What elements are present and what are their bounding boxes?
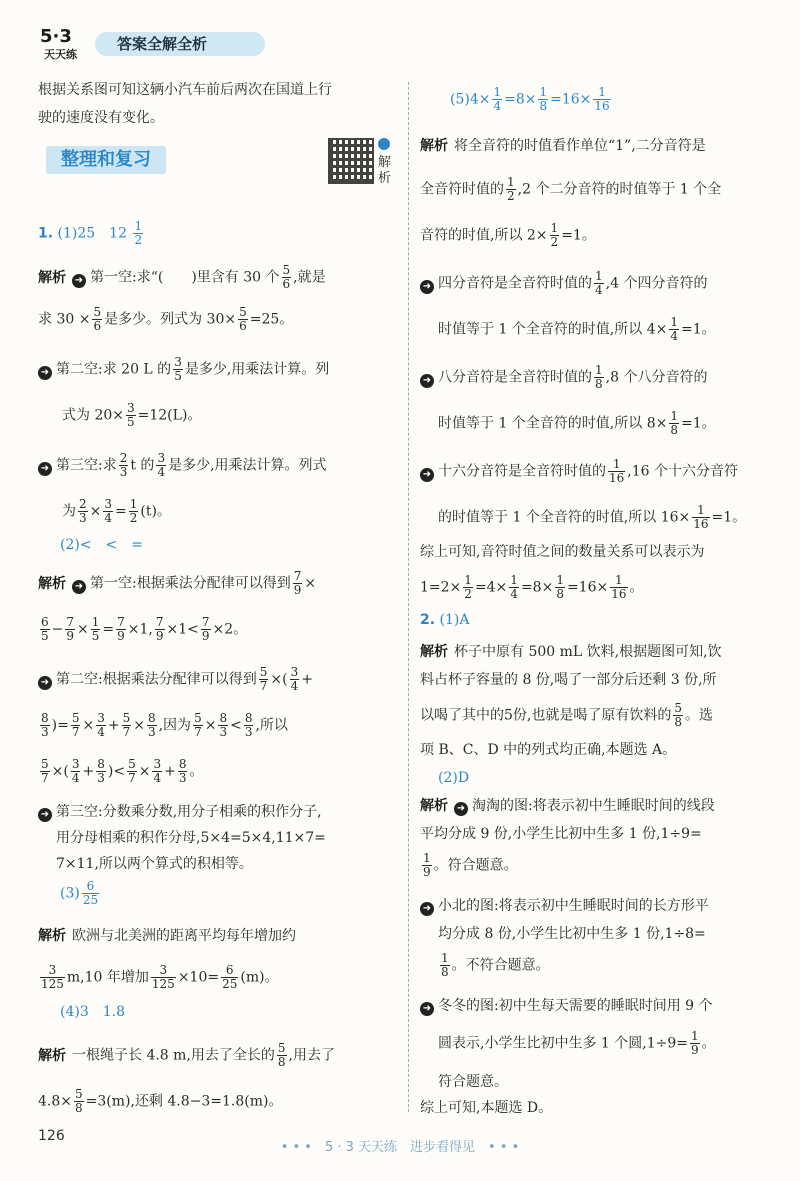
- text-line: 7×11,所以两个算式的积相等。: [56, 856, 253, 872]
- column-divider: [408, 82, 409, 1112]
- text-line: 八分音符是全音符时值的: [438, 369, 592, 386]
- qr-code-icon[interactable]: [328, 138, 374, 184]
- analysis-label: 解析: [420, 644, 448, 660]
- text-line: m,10 年增加: [66, 969, 149, 986]
- arrow-icon: ➜: [420, 1002, 434, 1016]
- arrow-icon: ➜: [38, 808, 52, 822]
- text-line: 。不符合题意。: [451, 957, 550, 974]
- text-line: 将全音符的时值看作单位“1”,二分音符是: [454, 138, 706, 154]
- text-line: 小北的图:将表示初中生睡眠时间的长方形平: [438, 898, 709, 914]
- text-line: 第二空:求 20 L 的: [56, 361, 172, 378]
- text-line: 4.8×: [38, 1093, 72, 1110]
- text-line: 用分母相乘的积作分母,5×4=5×4,11×7=: [56, 830, 326, 846]
- text-line: 式为 20×: [62, 407, 124, 424]
- logo-subtext: 天天练: [44, 48, 77, 61]
- arrow-icon: ➜: [38, 462, 52, 476]
- text-line: ,因为: [158, 717, 192, 734]
- brand-logo: [40, 28, 92, 62]
- answer: (1)25 12: [57, 225, 127, 242]
- arrow-icon: ➜: [38, 676, 52, 690]
- text-line: 综上可知,音符时值之间的数量关系可以表示为: [420, 544, 705, 560]
- question-number: 2.: [420, 612, 436, 628]
- arrow-icon: ➜: [72, 580, 86, 594]
- text-line: 冬冬的图:初中生每天需要的睡眠时间用 9 个: [438, 998, 713, 1014]
- text-line: 项 B、C、D 中的列式均正确,本题选 A。: [420, 742, 677, 758]
- analysis-label: 解析: [38, 269, 66, 286]
- answer: (2)< < =: [60, 537, 144, 553]
- text-line: 淘淘的图:将表示初中生睡眠时间的线段: [472, 798, 715, 814]
- text-line: 时值等于 1 个全音符的时值,所以 4×: [438, 321, 668, 338]
- answer: (2)D: [438, 770, 470, 786]
- text-line: ×1,: [127, 621, 153, 638]
- arrow-icon: ➜: [420, 468, 434, 482]
- text-line: 时值等于 1 个全音符的时值,所以 8×: [438, 415, 668, 432]
- text-line: 第一空:根据乘法分配律可以得到: [90, 575, 291, 592]
- page-footer: • • • 5 · 3 天天练 进步看得见 • • •: [280, 1140, 520, 1155]
- section-title: 整理和复习: [46, 146, 166, 174]
- text-line: 综上可知,本题选 D。: [420, 1100, 553, 1116]
- answer: (1)A: [439, 612, 470, 628]
- text-line: 驶的速度没有变化。: [38, 110, 164, 126]
- answer: (4)3 1.8: [60, 1004, 126, 1020]
- fraction: $\frac{1}{2}$: [134, 219, 143, 247]
- analysis-label: 解析: [38, 575, 66, 592]
- text-line: 的时值等于 1 个全音符的时值,所以 16×: [438, 509, 691, 526]
- text-line: 十六分音符是全音符时值的: [438, 463, 606, 480]
- answer: (5)4×: [450, 91, 491, 108]
- analysis-label: 解析: [38, 928, 66, 944]
- analysis-label: 解析: [420, 138, 448, 154]
- text-line: 符合题意。: [438, 1074, 508, 1090]
- text-line: 平均分成 9 份,小学生比初中生多 1 份,1÷9=: [420, 826, 702, 842]
- question-number: 1.: [38, 225, 54, 242]
- arrow-icon: ➜: [420, 280, 434, 294]
- arrow-icon: ➜: [454, 802, 468, 816]
- text-line: 第三空:分数乘分数,用分子相乘的积作分子,: [56, 804, 322, 820]
- text-line: 欧洲与北美洲的距离平均每年增加约: [72, 928, 296, 944]
- text-line: 求 30 ×: [38, 311, 91, 328]
- text-line: 为: [62, 503, 76, 520]
- qr-label: 解析: [378, 138, 396, 187]
- text-line: 第三空:求: [56, 457, 117, 474]
- text-line: 音符的时值,所以 2×: [420, 227, 548, 244]
- text-line: 根据关系图可知这辆小汽车前后两次在国道上行: [38, 82, 332, 98]
- analysis-label: 解析: [420, 798, 448, 814]
- text-line: 圆表示,小学生比初中生多 1 个圆,1÷9=: [438, 1035, 688, 1052]
- logo-text: 5·3: [40, 26, 72, 47]
- page-number: 126: [38, 1128, 65, 1144]
- text-line: 杯子中原有 500 mL 饮料,根据题图可知,饮: [454, 644, 722, 660]
- text-line: 以喝了其中的5份,也就是喝了原有饮料的: [420, 707, 672, 724]
- arrow-icon: ➜: [420, 374, 434, 388]
- arrow-icon: ➜: [72, 274, 86, 288]
- text-line: 均分成 8 份,小学生比初中生多 1 份,1÷8=: [438, 926, 706, 942]
- text-line: 第一空:求“( )里含有 30 个: [90, 269, 280, 286]
- text-line: 料占杯子容量的 8 份,喝了一部分后还剩 3 份,所: [420, 672, 717, 688]
- text-line: 。符合题意。: [433, 857, 518, 874]
- text-line: 全音符时值的: [420, 181, 504, 198]
- answer: (3): [60, 885, 80, 902]
- analysis-label: 解析: [38, 1047, 66, 1064]
- text-line: 第二空:根据乘法分配律可以得到: [56, 671, 257, 688]
- play-icon[interactable]: [378, 138, 390, 150]
- header-tag: 答案全解全析: [95, 32, 265, 56]
- arrow-icon: ➜: [420, 902, 434, 916]
- text-line: 1=2×: [420, 579, 462, 596]
- arrow-icon: ➜: [38, 366, 52, 380]
- text-line: 四分音符是全音符时值的: [438, 275, 592, 292]
- text-line: 一根绳子长 4.8 m,用去了全长的: [72, 1047, 275, 1064]
